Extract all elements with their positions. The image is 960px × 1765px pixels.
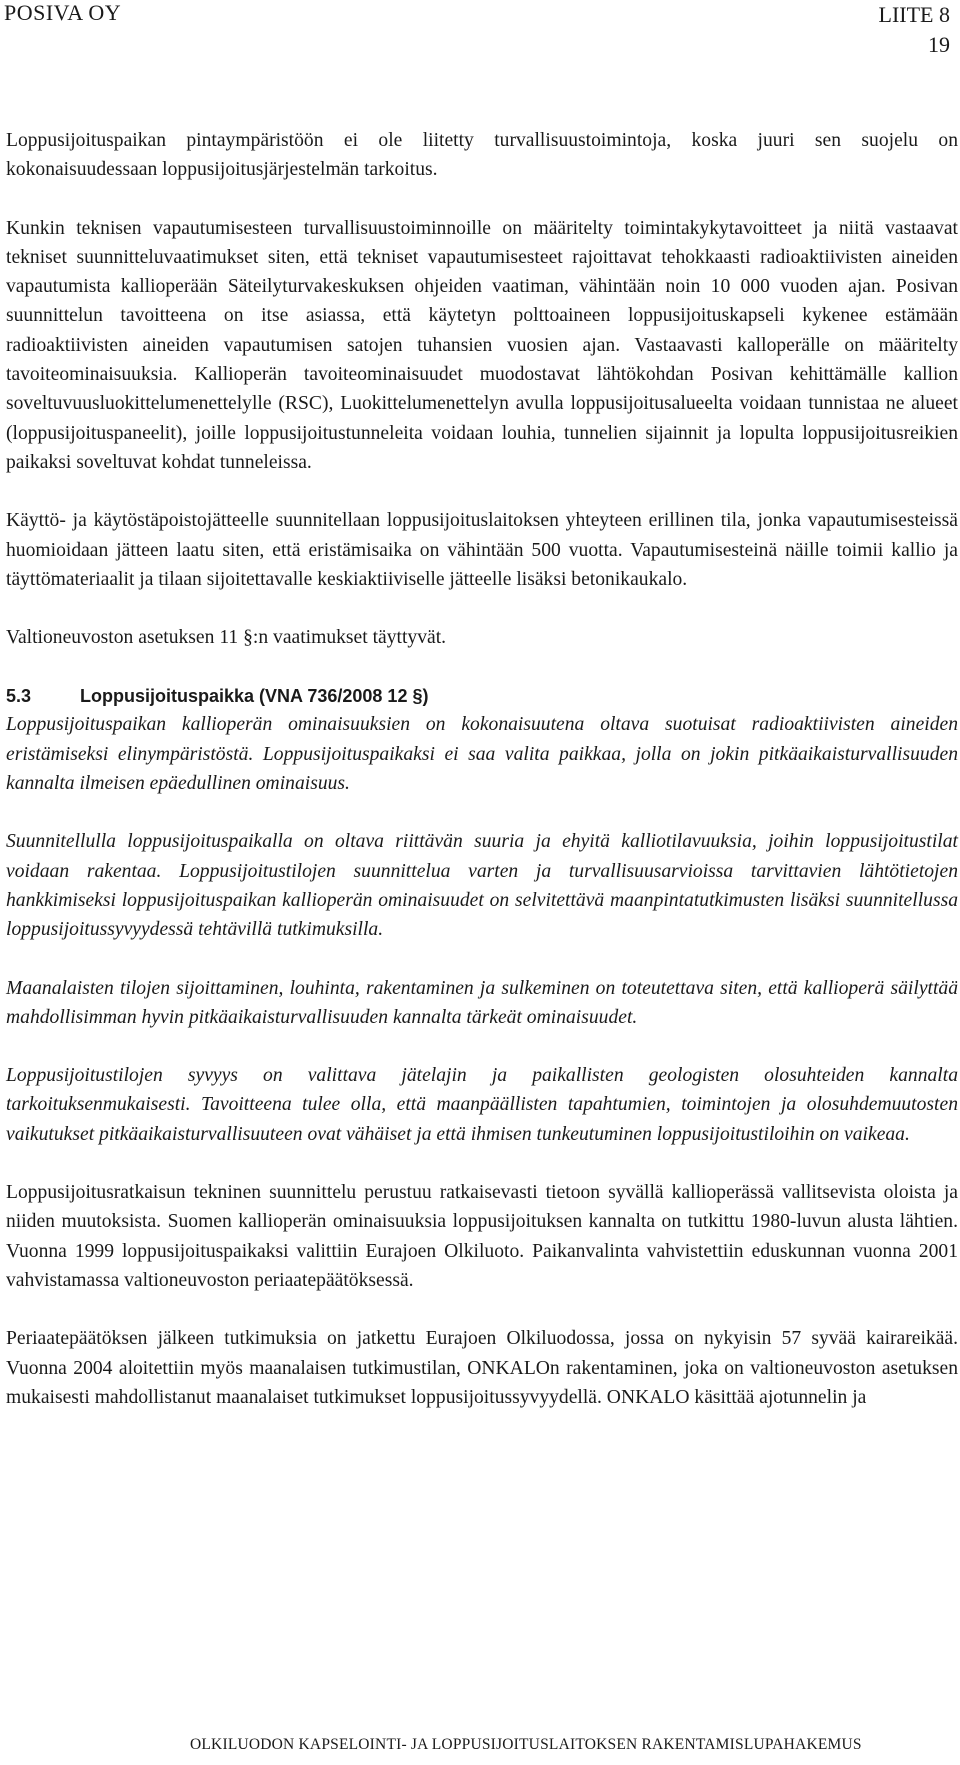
section-heading — [6, 682, 958, 710]
regulation-quote-3: Maanalaisten tilojen sijoittaminen, louhinta, rakentaminen ja sulkeminen on toteutettava siten, että kallioperä säilyttää mahdollisimman hyvin pitkäaikaisturvallisuuden kannalta tärkeät ominaisuudet. — [6, 977, 958, 1028]
header-organization: POSIVA OY — [4, 0, 122, 25]
header-appendix — [879, 0, 950, 60]
document-body — [6, 126, 958, 1412]
paragraph-onkalo: Periaatepäätöksen jälkeen tutkimuksia on jatkettu Eurajoen Olkiluodossa, jossa on nykyisin 57 syvää kairareikää. Vuonna 2004 aloitettiin myös maanalaisen tutkimustilan, ONKALOn rakentaminen, joka on valtioneuvoston asetuksen mukaisesti mahdollistanut maanalaiset tutkimukset loppusijoitussyvyydellä. ONKALO käsittää ajotunnelin ja — [6, 1328, 958, 1408]
section-title: Loppusijoituspaikka (VNA 736/2008 12 §) — [80, 686, 429, 707]
regulation-quote-1: Loppusijoituspaikan kallioperän ominaisuuksien on kokonaisuutena oltava suotuisat radioaktiivisten aineiden eristämiseksi elinympäristöstä. Loppusijoituspaikaksi ei saa valita paikkaa, jolla on jokin pitkäaikaisturvallisuuden kannalta ilmeisen epäedullinen ominaisuus. — [6, 714, 958, 795]
paragraph-surface-environment: Loppusijoituspaikan pintaympäristöön ei ole liitetty turvallisuustoimintoja, koska juuri sen suojelu on kokonaisuudessaan loppusijoitusjärjestelmän tarkoitus. — [6, 130, 958, 181]
header-appendix-label: LIITE 8 — [878, 2, 950, 27]
paragraph-operating-waste: Käyttö- ja käytöstäpoistojätteelle suunnitellaan loppusijoituslaitoksen yhteyteen erillinen tila, jonka vapautumisesteissä huomioidaan jätteen laatu siten, että eristämisaika on vähintään 500 vuotta. Vapautumisesteinä näille toimii kallio ja täyttömateriaalit ja tilaan sijoitettavalle keskiaktiiviselle jätteelle lisäksi betonikaukalo. — [6, 510, 958, 590]
regulation-quote-2: Suunnitellulla loppusijoituspaikalla on oltava riittävän suuria ja ehyitä kalliotilavuuksia, joihin loppusijoitustilat voidaan rakentaa. Loppusijoitustilojen suunnittelua varten ja turvallisuusarvioissa tarvittavien lähtötietojen hankkimiseksi loppusijoituspaikan kallioperän ominaisuudet on selvitettävä maanpintatutkimusten lisäksi suunnitellussa loppusijoitussyvyydessä tehtävillä tutkimuksilla. — [6, 831, 958, 941]
regulation-quote-4: Loppusijoitustilojen syvyys on valittava jätelajin ja paikallisten geologisten olosuhteiden kannalta tarkoituksenmukaisesti. Tavoitteena tulee olla, että maanpäällisten tapahtumien, toimintojen ja olosuhdemuutosten vaikutukset pitkäaikaisturvallisuuteen ovat vähäiset ja että ihmisen tunkeutuminen loppusijoitustiloihin on vaikeaa. — [6, 1065, 958, 1145]
paragraph-site-research: Loppusijoitusratkaisun tekninen suunnittelu perustuu ratkaisevasti tietoon syvällä kallioperässä vallitsevista oloista ja niiden muutoksista. Suomen kallioperän ominaisuuksia loppusijoituksen kannalta on tutkittu 1980-luvun alusta lähtien. Vuonna 1999 loppusijoituspaikaksi valittiin Eurajoen Olkiluoto. Paikanvalinta vahvistettiin eduskunnan vuonna 2001 vahvistamassa valtioneuvoston periaatepäätöksessä. — [6, 1182, 958, 1291]
page-number: 19 — [928, 32, 950, 57]
paragraph-requirements-met: Valtioneuvoston asetuksen 11 §:n vaatimukset täyttyvät. — [6, 627, 447, 649]
paragraph-technical-barriers: Kunkin teknisen vapautumisesteen turvallisuustoiminnoille on määritelty toimintakykytavoitteet ja niitä vastaavat tekniset suunnitteluvaatimukset siten, että tekniset vapautumisesteet rajoittavat tehokkaasti radioaktiivisten aineiden vapautumista kallioperään Säteilyturvakeskuksen ohjeiden vaatiman, vähintään noin 10 000 vuoden ajan. Posivan suunnittelun tavoitteena on itse asiassa, että käytetyn polttoaineen loppusijoituskapseli kykenee estämään radioaktiivisten aineiden vapautumisen satojen tuhansien vuosien ajan. Vastaavasti kalloperälle on määritelty tavoiteominaisuuksia. Kallioperän tavoiteominaisuudet muodostavat lähtökohdan Posivan kehittämälle kallion soveltuvuusluokittelumenettelylle (RSC), Luokittelumenettelyn avulla loppusijoitusalueelta voidaan tunnistaa ne alueet (loppusijoituspaneelit), joille loppusijoitustunneleita voidaan louhia, tunnelien sijainnit ja lopulta loppusijoitusreikien paikaksi soveltuvat kohdat tunneleissa. — [6, 217, 958, 473]
section-number: 5.3 — [6, 686, 32, 707]
footer-document-title: OLKILUODON KAPSELOINTI- JA LOPPUSIJOITUSLAITOKSEN RAKENTAMISLUPAHAKEMUS — [190, 1736, 862, 1753]
